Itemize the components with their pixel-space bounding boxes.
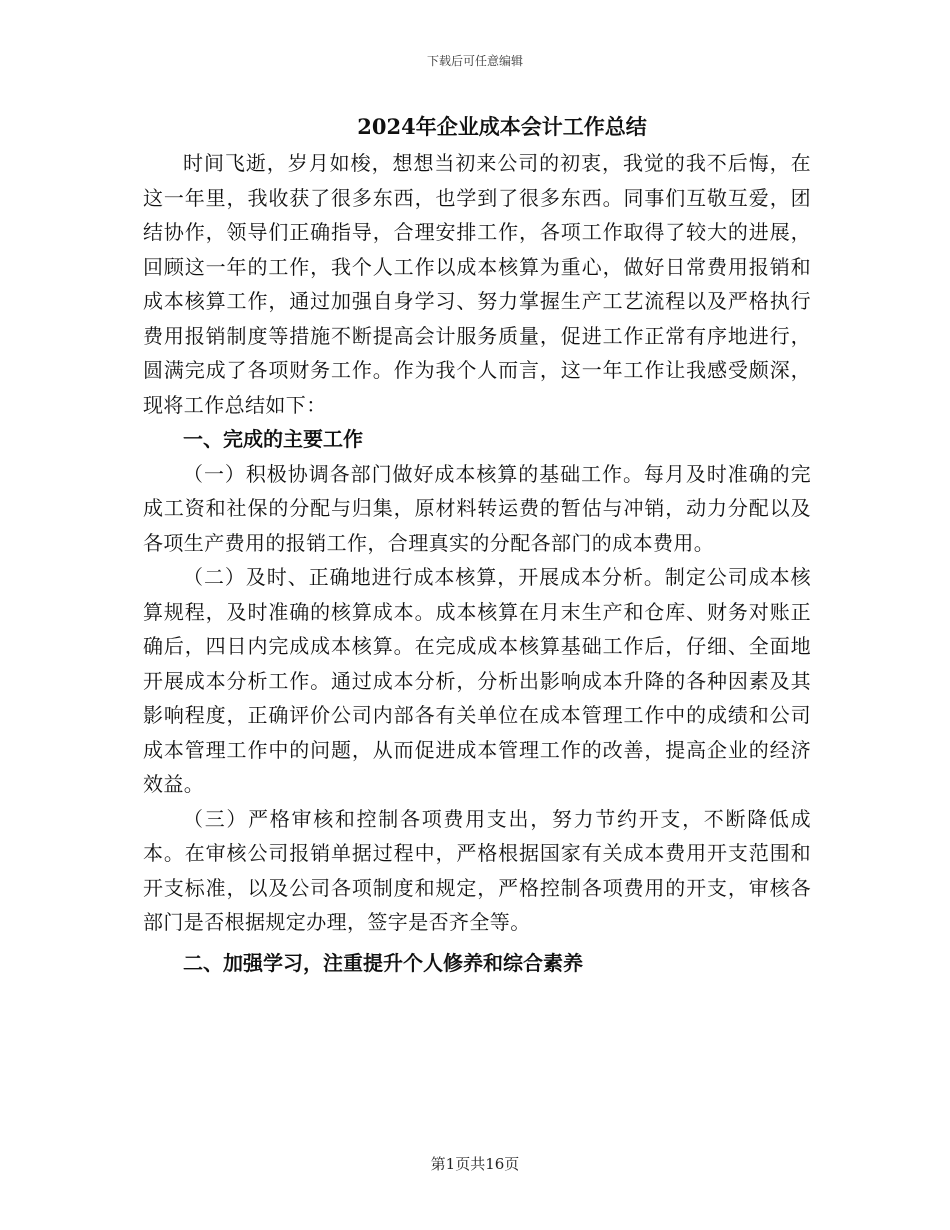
section-item-paragraph: （三）严格审核和控制各项费用支出，努力节约开支，不断降低成本。在审核公司报销单据过程中，严格根据国家有关成本费用开支范围和开支标准，以及公司各项制度和规定，严格控制各项费用的开支，审核各部门是否根据规定办理，签字是否齐全等。 xyxy=(143,806,811,934)
page-number-footer: 第1页共16页 xyxy=(430,1155,520,1173)
section-heading-study: 二、加强学习，注重提升个人修养和综合素养 xyxy=(183,950,583,975)
page-header-note: 下载后可任意编辑 xyxy=(426,54,523,68)
intro-paragraph: 时间飞逝，岁月如梭，想想当初来公司的初衷，我觉的我不后悔，在这一年里，我收获了很多东西，也学到了很多东西。同事们互敬互爱，团结协作，领导们正确指导，合理安排工作，各项工作取得了较大的进展，回顾这一年的工作，我个人工作以成本核算为重心，做好日常费用报销和成本核算工作，通过加强自身学习、努力掌握生产工艺流程以及严格执行费用报销制度等措施不断提高会计服务质量，促进工作正常有序地进行，圆满完成了各项财务工作。作为我个人而言，这一年工作让我感受颇深，现将工作总结如下： xyxy=(143,151,811,417)
document-title: 2024年企业成本会计工作总结 xyxy=(357,114,647,139)
section-item-paragraph: （一）积极协调各部门做好成本核算的基础工作。每月及时准确的完成工资和社保的分配与归集，原材料转运费的暂估与冲销，动力分配以及各项生产费用的报销工作，合理真实的分配各部门的成本费用。 xyxy=(143,461,811,555)
section-heading-main-work: 一、完成的主要工作 xyxy=(183,427,363,451)
section-item-paragraph: （二）及时、正确地进行成本核算，开展成本分析。制定公司成本核算规程，及时准确的核算成本。成本核算在月末生产和仓库、财务对账正确后，四日内完成成本核算。在完成成本核算基础工作后，仔细、全面地开展成本分析工作。通过成本分析，分析出影响成本升降的各种因素及其影响程度，正确评价公司内部各有关单位在成本管理工作中的成绩和公司成本管理工作中的问题，从而促进成本管理工作的改善，提高企业的经济效益。 xyxy=(143,565,811,796)
document-body xyxy=(143,112,811,980)
